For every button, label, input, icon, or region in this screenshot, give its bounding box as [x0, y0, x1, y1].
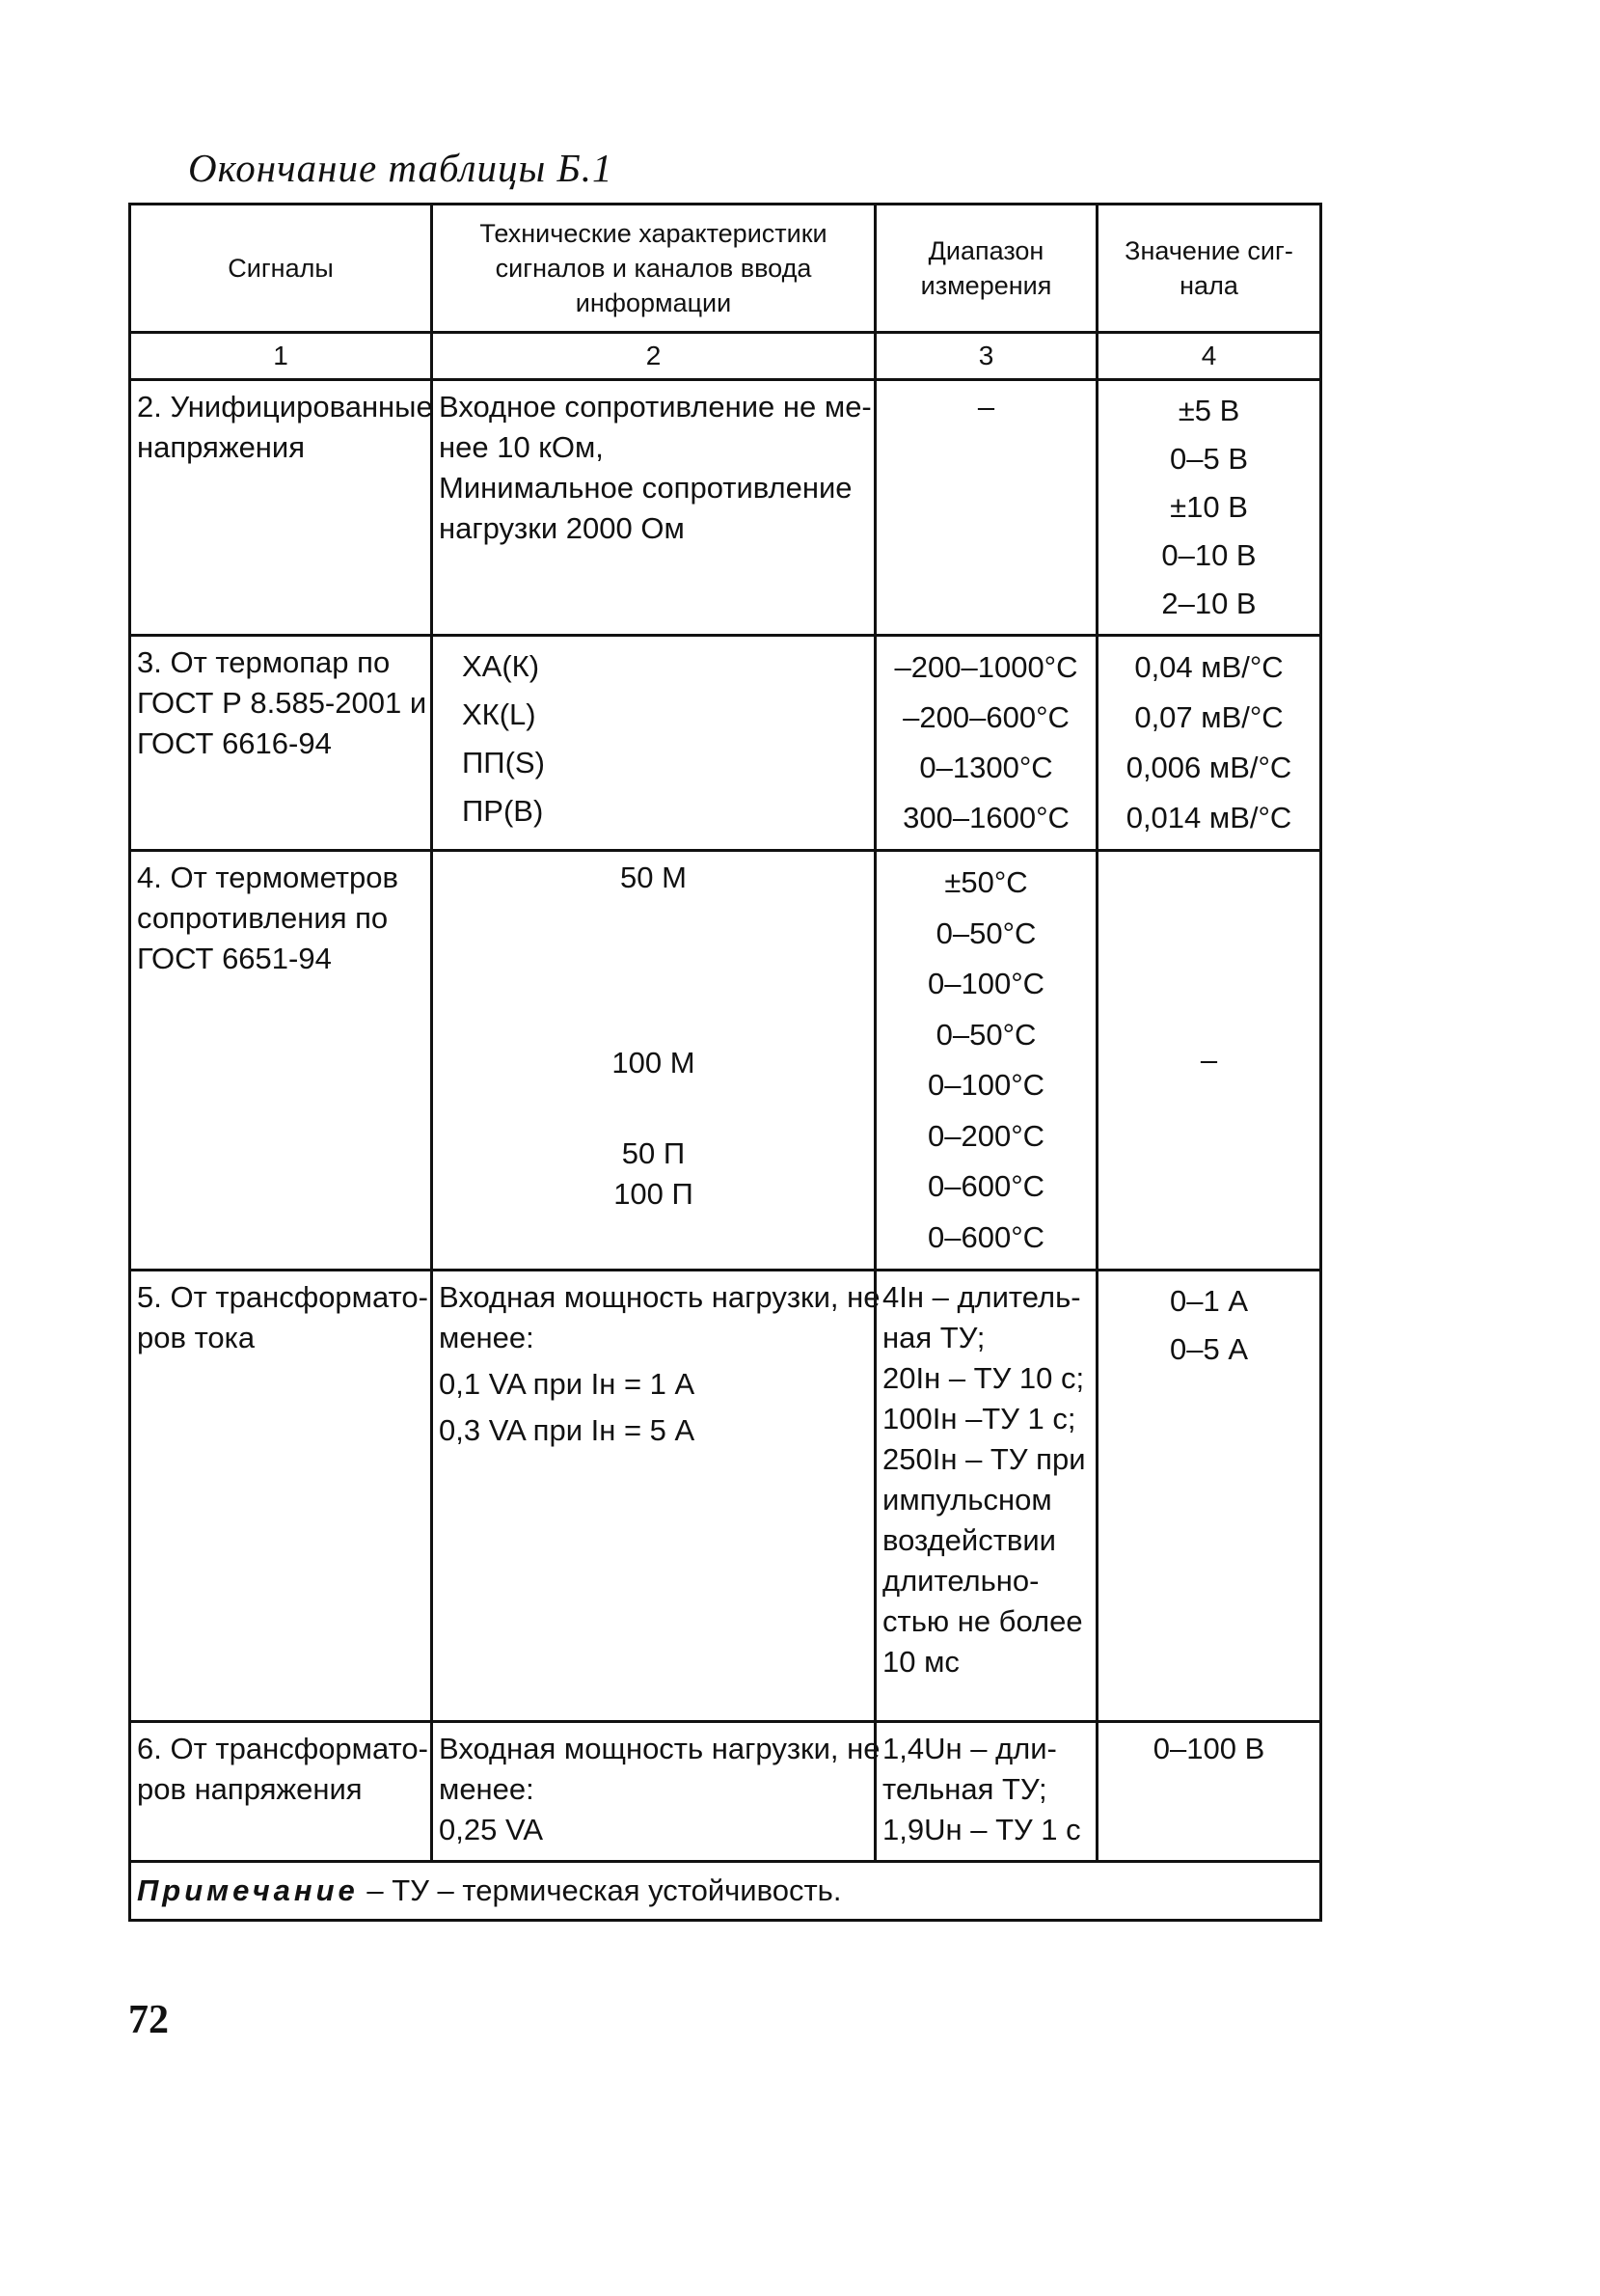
header-signal-value [1098, 205, 1321, 333]
cell-line: ХА(К) [462, 649, 540, 683]
range-cell [876, 1271, 1098, 1722]
cell-line: 300–1600°С [903, 801, 1070, 834]
col-number: 1 [130, 333, 432, 380]
range-cell [876, 636, 1098, 851]
cell-line: 250Iн – ТУ при [882, 1442, 1086, 1476]
range-cell: – [876, 380, 1098, 636]
cell-line: ров напряжения [137, 1772, 363, 1806]
note-text: – ТУ – термическая устойчивость. [358, 1873, 842, 1907]
col-number: 4 [1098, 333, 1321, 380]
header-line: Технические характеристики [479, 219, 827, 248]
cell-line: Входная мощность нагрузки, не [439, 1732, 881, 1765]
cell-line: 1,9Uн – ТУ 1 с [882, 1813, 1081, 1846]
cell-line: Входное сопротивление не ме- [439, 390, 872, 424]
cell-line: 100 П [613, 1177, 693, 1211]
cell-line: менее: [439, 1772, 534, 1806]
cell-line: Минимальное сопротивление [439, 471, 853, 505]
cell-line: воздействии [882, 1523, 1056, 1557]
cell-line: ХК(L) [462, 697, 536, 731]
cell-line: 2. Унифицированные [137, 390, 433, 424]
table-note [130, 1862, 1321, 1921]
cell-line: ПР(В) [462, 794, 544, 828]
cell-line: 20Iн – ТУ 10 с; [882, 1361, 1085, 1395]
cell-line: ная ТУ; [882, 1321, 986, 1354]
header-line: Значение сиг- [1125, 236, 1293, 265]
cell-line: нагрузки 2000 Ом [439, 511, 685, 545]
signal-cell [130, 636, 432, 851]
table-row [130, 1722, 1321, 1862]
cell-line: 0–200°С [928, 1118, 1044, 1153]
cell-line: длительно- [882, 1564, 1040, 1598]
cell-line: 0–600°С [928, 1219, 1044, 1254]
cell-line: –200–1000°С [894, 650, 1078, 684]
cell-line: 4. От термометров [137, 861, 398, 894]
page-number: 72 [128, 1998, 169, 2042]
signals-table [128, 203, 1322, 1922]
cell-line: 100Iн –ТУ 1 с; [882, 1402, 1076, 1435]
table-caption: Окончание таблицы Б.1 [188, 146, 613, 190]
signal-cell [130, 1722, 432, 1862]
cell-line: 100 М [611, 1046, 695, 1080]
cell-line: 0–5 В [1169, 442, 1248, 476]
cell-line: напряжения [137, 430, 306, 464]
cell-line: ГОСТ 6651-94 [137, 942, 332, 975]
cell-line: ГОСТ 6616-94 [137, 726, 332, 760]
cell-line: стью не более [882, 1604, 1083, 1638]
col-number: 3 [876, 333, 1098, 380]
range-cell [876, 851, 1098, 1271]
header-line: нала [1180, 271, 1238, 300]
cell-line: ±10 В [1170, 490, 1248, 524]
table-row [130, 1271, 1321, 1722]
cell-line: 50 П [621, 1136, 686, 1170]
cell-line: 0–1300°С [919, 751, 1053, 784]
cell-line: 0,04 мВ/°С [1134, 650, 1284, 684]
signal-cell [130, 380, 432, 636]
cell-line: 0–50°С [936, 916, 1037, 950]
tech-cell [432, 380, 876, 636]
cell-line: 5. От трансформато- [137, 1280, 428, 1314]
cell-line: Входная мощность нагрузки, не [439, 1280, 881, 1314]
header-line: сигналов и каналов ввода [495, 254, 812, 283]
value-cell: 0–100 В [1098, 1722, 1321, 1862]
cell-line: сопротивления по [137, 901, 389, 935]
cell-line: менее: [439, 1321, 534, 1354]
tech-cell [432, 851, 876, 1271]
cell-line: 0–10 В [1161, 538, 1257, 572]
cell-line: 0,07 мВ/°С [1134, 700, 1284, 734]
value-cell [1098, 636, 1321, 851]
cell-line: 0–1 А [1169, 1284, 1248, 1318]
col-number: 2 [432, 333, 876, 380]
table-row [130, 636, 1321, 851]
cell-line: 6. От трансформато- [137, 1732, 428, 1765]
cell-line: ±50°С [944, 865, 1028, 899]
signal-cell [130, 1271, 432, 1722]
cell-line: 0,3 VA при Iн = 5 А [439, 1413, 695, 1447]
value-cell [1098, 380, 1321, 636]
cell-line: 0,1 VA при Iн = 1 А [439, 1367, 695, 1401]
header-line: информации [575, 288, 732, 317]
cell-line: 2–10 В [1161, 587, 1257, 620]
tech-cell [432, 636, 876, 851]
value-cell: – [1098, 851, 1321, 1271]
cell-line: –200–600°С [903, 700, 1070, 734]
note-label: Примечание [137, 1873, 359, 1907]
tech-cell [432, 1271, 881, 1722]
cell-line: 0–600°С [928, 1169, 1044, 1203]
cell-line: импульсном [882, 1483, 1052, 1517]
cell-line: ров тока [137, 1321, 256, 1354]
cell-line: 0,25 VA [439, 1813, 544, 1846]
cell-line: 0–50°С [936, 1017, 1037, 1052]
cell-line: 3. От термопар по [137, 645, 391, 679]
column-number-row [130, 333, 1321, 380]
cell-line: ПП(S) [462, 746, 545, 779]
header-measurement-range [876, 205, 1098, 333]
cell-line: 1,4Uн – дли- [882, 1732, 1057, 1765]
cell-line: 50 М [620, 861, 687, 894]
header-line: измерения [920, 271, 1052, 300]
cell-line: ±5 В [1178, 394, 1240, 427]
note-row [130, 1862, 1321, 1921]
header-tech-characteristics [432, 205, 876, 333]
table-row [130, 851, 1321, 1271]
signal-cell [130, 851, 432, 1271]
cell-line: нее 10 кОм, [439, 430, 604, 464]
table-row [130, 380, 1321, 636]
header-signals: Сигналы [130, 205, 432, 333]
header-line: Диапазон [928, 236, 1044, 265]
range-cell [876, 1722, 1098, 1862]
value-cell [1098, 1271, 1321, 1722]
cell-line: 4Iн – длитель- [882, 1280, 1081, 1314]
cell-line: 0–5 А [1169, 1332, 1248, 1366]
tech-cell [432, 1722, 881, 1862]
cell-line: ГОСТ Р 8.585-2001 и [137, 686, 427, 720]
cell-line: 0,014 мВ/°С [1125, 801, 1292, 834]
cell-line: 0–100°С [928, 1068, 1044, 1102]
cell-line: тельная ТУ; [882, 1772, 1047, 1806]
cell-line: 0–100°С [928, 967, 1044, 1000]
cell-line: 10 мс [882, 1645, 960, 1679]
table-header-row [130, 205, 1321, 333]
cell-line: 0,006 мВ/°С [1125, 751, 1292, 784]
